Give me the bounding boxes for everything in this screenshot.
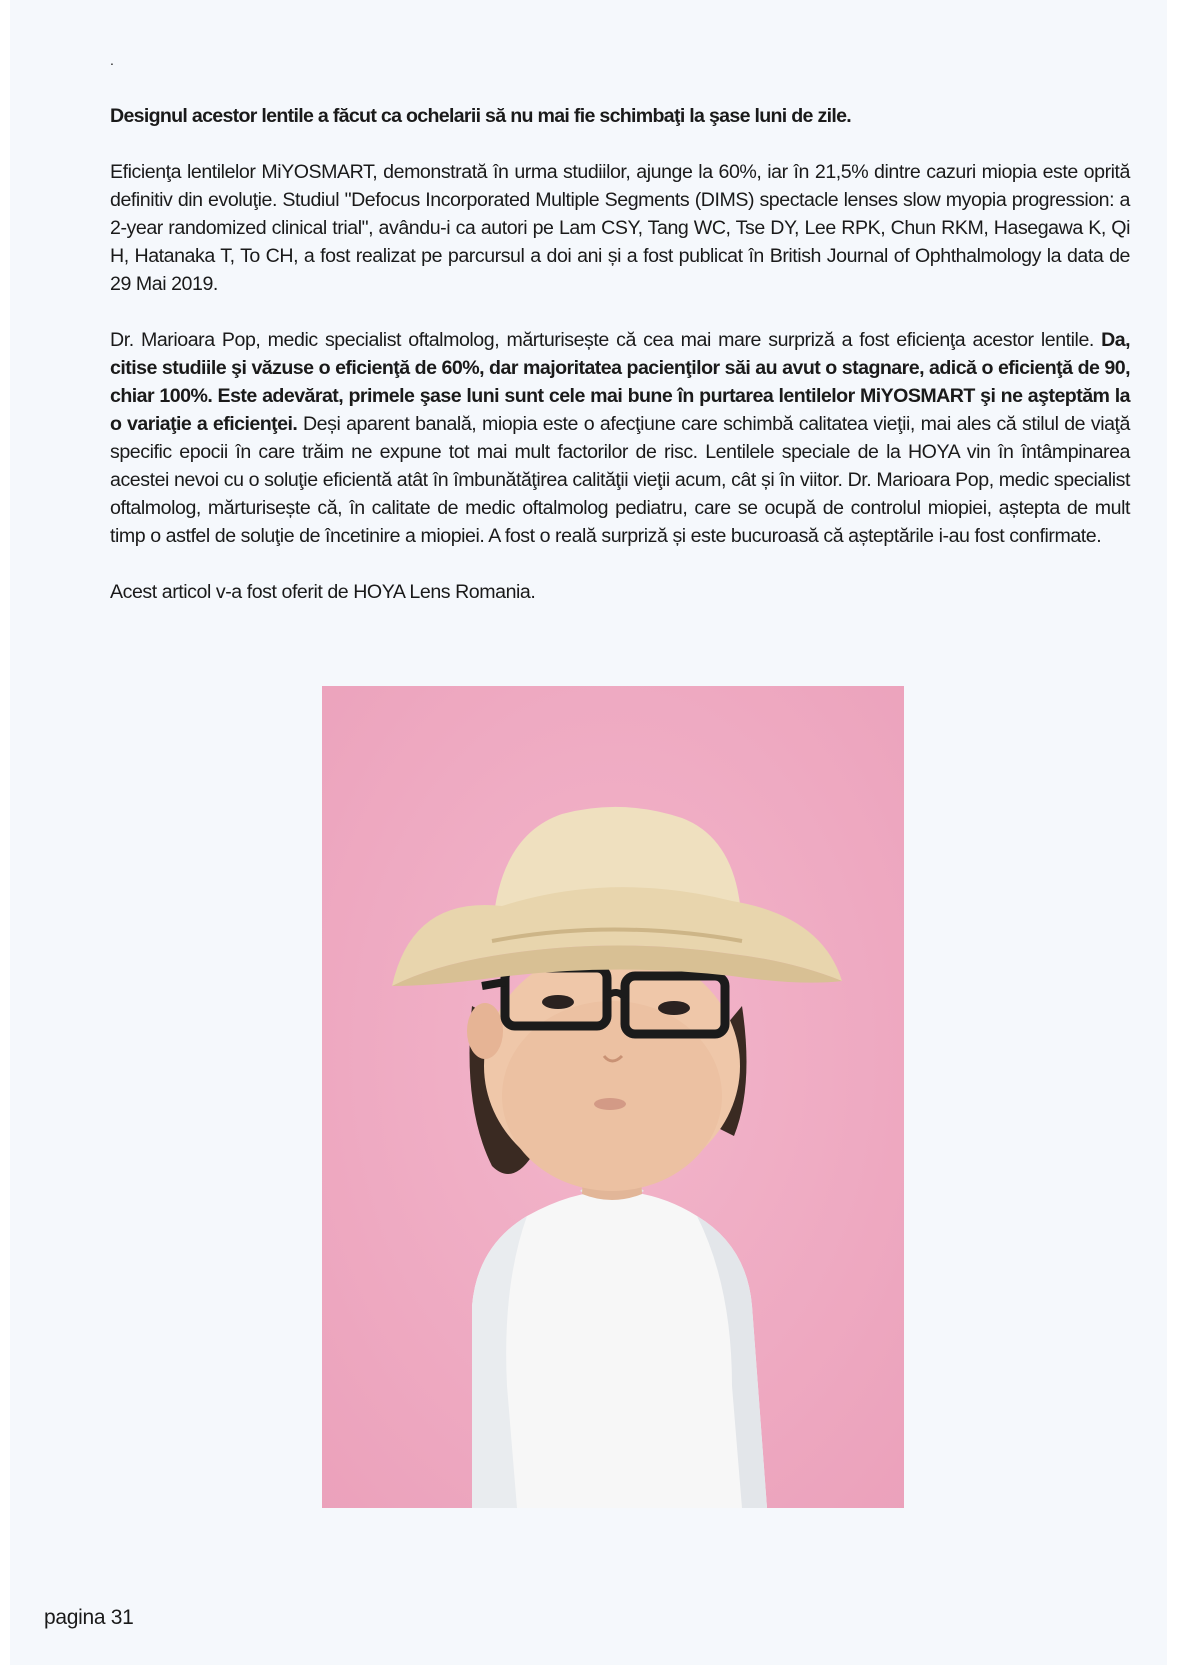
testimonial-quote: Da, citise studiile şi văzuse o eficienţă de 60%, dar majoritatea pacienţilor săi au avut o stagnare, adică o eficienţă de 90, chiar 100%. Este adevărat, primele şase luni sunt cele mai bune în purtarea lentilelor MiYOSMART şi ne aşteptăm la o variaţie a eficienţei. xyxy=(110,329,1130,435)
paragraph-efficiency: Eficienţa lentilelor MiYOSMART, demonstrată în urma studiilor, ajunge la 60%, iar în 21,5% dintre cazuri miopia este oprită definitiv din evoluţie. Studiul "Defocus Incorporated Multiple Segments (DIMS) spectacle lenses slow myopia progression: a 2-year randomized clinical trial", avându-i ca autori pe Lam CSY, Tang WC, Tse DY, Lee RPK, Chun RKM, Hasegawa K, Qi H, Hatanaka T, To CH, a fost realizat pe parcursul a doi ani și a fost publicat în British Journal of Ophthalmology la data de 29 Mai 2019. xyxy=(110,161,1130,295)
page-number: pagina 31 xyxy=(44,1606,134,1629)
testimonial-rest: Deși aparent banală, miopia este o afecţiune care schimbă calitatea vieţii, mai ales că stilul de viaţă specific epocii în care trăim ne expune tot mai mult factorilor de risc. Lentilele speciale de la HOYA vin în întâmpinarea acestei nevoi cu o soluţie eficientă atât în îmbunătăţirea calităţii vieţii acum, cât și în viitor. Dr. Marioara Pop, medic specialist oftalmolog, mărturisește că, în calitate de medic oftalmolog pediatru, care se ocupă de controlul miopiei, aștepta de mult timp o astfel de soluţie de încetinire a miopiei. A fost o reală surpriză și este bucuroasă că așteptările i-au fost confirmate. xyxy=(110,413,1130,547)
document-page xyxy=(10,0,1167,1665)
paragraph-credit: Acest articol v-a fost oferit de HOYA Lens Romania. xyxy=(110,581,536,603)
page-marker: . xyxy=(110,52,114,68)
article-heading: Designul acestor lentile a făcut ca ochelarii să nu mai fie schimbaţi la şase luni de zile. xyxy=(110,105,852,127)
child-illustration xyxy=(322,686,904,1508)
child-photo xyxy=(322,686,904,1508)
testimonial-intro: Dr. Marioara Pop, medic specialist oftalmolog, mărturisește că cea mai mare surpriză a fost eficienţa acestor lentile. xyxy=(110,329,1102,351)
article-body xyxy=(110,102,1130,634)
paragraph-testimonial xyxy=(110,326,1130,550)
